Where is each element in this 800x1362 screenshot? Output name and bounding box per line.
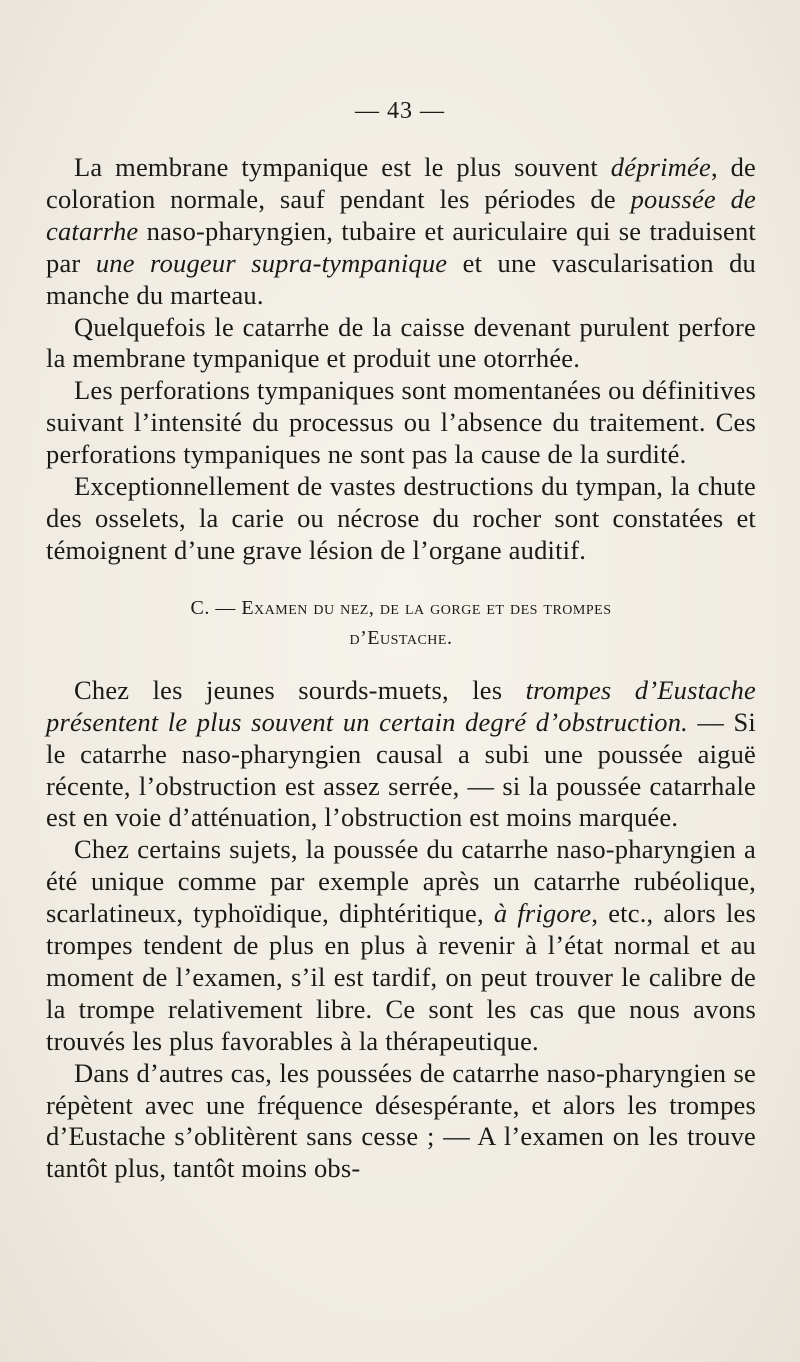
italic-text: trompes d’Eustache présentent le plus souvent un certain degré d’obstruction. bbox=[46, 674, 756, 737]
paragraph-7 bbox=[46, 1058, 756, 1186]
text-run: , de coloration normale, sauf pendant les périodes de bbox=[46, 152, 757, 214]
paragraph-4 bbox=[46, 471, 756, 567]
italic-text: poussée de catarrhe bbox=[46, 183, 756, 246]
page-number: — 43 — bbox=[355, 98, 445, 124]
page-body bbox=[46, 152, 756, 1185]
paragraph-6 bbox=[46, 834, 756, 1057]
italic-text: à frigore bbox=[493, 898, 592, 929]
section-heading bbox=[46, 593, 756, 653]
text-run: Chez certains sujets, la poussée du catarrhe naso-pharyngien a été unique comme par exemple après un catarrhe rubéolique, scarlatineux, typhoïdique, diphtéritique, bbox=[46, 834, 756, 929]
text-run: — Si le catarrhe naso-pharyngien causal a subi une poussée aiguë récente, l’obstruction est assez serrée, — si la poussée catarrhale est en voie d’atténuation, l’obstruction est moins marquée. bbox=[46, 706, 756, 833]
text-run: et une vascularisation du manche du marteau. bbox=[46, 247, 756, 310]
text-run: naso-pharyngien, tubaire et auriculaire qui se traduisent par bbox=[46, 215, 756, 278]
text-run: , etc., alors les trompes tendent de plus en plus à revenir à l’état normal et au moment de l’examen, s’il est tardif, on peut trouver le calibre de la trompe relativement libre. Ce sont les cas que nous avons trouvés les plus favorables à la thérapeutique. bbox=[46, 898, 756, 1056]
section-heading-line-2: d’Eustache. bbox=[349, 626, 453, 649]
paragraph-1 bbox=[46, 152, 756, 312]
italic-text: une rougeur supra-tympanique bbox=[95, 247, 448, 278]
paragraph-5 bbox=[46, 675, 756, 835]
text-run: Quelquefois le catarrhe de la caisse devenant purulent perfore la membrane tympanique et produit une otorrhée. bbox=[46, 311, 756, 374]
text-run: La membrane tympanique est le plus souvent bbox=[74, 152, 611, 182]
paragraph-3 bbox=[46, 375, 756, 471]
section-heading-line-1: C. — Examen du nez, de la gorge et des trompes bbox=[190, 596, 612, 619]
text-run: Dans d’autres cas, les poussées de catarrhe naso-pharyngien se répètent avec une fréquence désespérante, et alors les trompes d’Eustache s’oblitèrent sans cesse ; — A l’examen on les trouve tantôt plus, tantôt moins obs- bbox=[46, 1057, 756, 1184]
italic-text: déprimée bbox=[610, 152, 711, 182]
paragraph-2 bbox=[46, 312, 756, 376]
text-run: Les perforations tympaniques sont momentanées ou définitives suivant l’intensité du processus ou l’absence du traitement. Ces perforations tympaniques ne sont pas la cause de la surdité. bbox=[46, 375, 756, 470]
text-run: Exceptionnellement de vastes destructions du tympan, la chute des osselets, la carie ou nécrose du rocher sont constatées et témoignent d’une grave lésion de l’organe auditif. bbox=[46, 471, 756, 565]
text-run: Chez les jeunes sourds-muets, les bbox=[74, 674, 526, 705]
